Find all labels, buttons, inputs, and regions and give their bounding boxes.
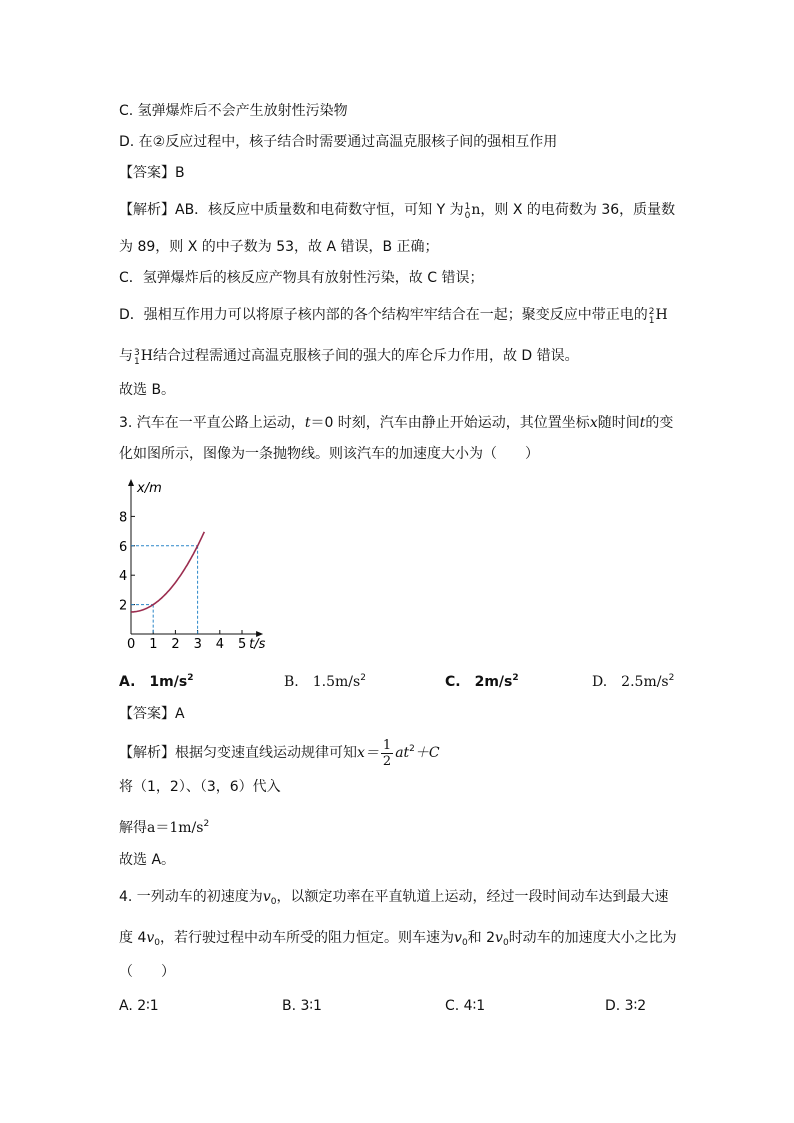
x-axis-label: t/s — [249, 637, 266, 652]
answer-line — [119, 163, 185, 183]
q3-option-d: D. $2.5m/s^2$ — [592, 673, 675, 690]
q3-stem-line-1: 3. 汽车在一平直公路上运动，t＝0 时刻，汽车由静止开始运动，其位置坐标x随时间t的变 — [119, 415, 674, 431]
x-tick-label: 0 — [127, 637, 136, 652]
q4-stem-line-2: 度 $4v_0$，若行驶过程中动车所受的阻力恒定。则车速为$v_0$和 $2v_0$时动车的加速度大小之比为 — [119, 930, 677, 948]
q4-option-b: B. 3∶1 — [282, 998, 322, 1014]
q4-option-c: C. 4∶1 — [445, 998, 486, 1014]
q4-option-d: D. 3∶2 — [605, 998, 647, 1014]
q4-option-a: A. 2∶1 — [119, 998, 159, 1014]
analysis-line-5: 与 3 1 H结合过程需通过高温克服核子间的强大的库仑斥力作用，故 D 错误。 — [119, 348, 579, 367]
q3-analysis-line: 【解析】根据匀变速直线运动规律可知x＝ $\frac{1}{2}$ $at^2+C$ — [119, 737, 440, 769]
answer-label: 【答案】 — [119, 165, 175, 181]
analysis-label: 【解析】 — [119, 202, 175, 218]
option-d-text: D. 在②反应过程中，核子结合时需要通过高温克服核子间的强相互作用 — [119, 134, 558, 150]
x-tick-label: 1 — [149, 637, 158, 652]
analysis-line-4: D．强相互作用力可以将原子核内部的各个结构牢牢结合在一起；聚变反应中带正电的 2 1 H — [119, 307, 668, 326]
analysis-line-2: 为 89，则 X 的中子数为 53，故 A 错误，B 正确； — [119, 239, 439, 255]
q3-option-c: C. $2m/s^2$ — [445, 673, 519, 690]
q3-option-b: B. $1.5m/s^2$ — [284, 673, 366, 690]
x-tick-label: 5 — [238, 637, 247, 652]
option-c-text: C. 氢弹爆炸后不会产生放射性污染物 — [119, 103, 348, 119]
analysis-line-3: C．氢弹爆炸后的核反应产物具有放射性污染，故 C 错误； — [119, 270, 484, 286]
position-time-graph — [110, 476, 290, 658]
conclusion-q3: 故选 A。 — [119, 852, 176, 868]
parabola-curve — [131, 532, 204, 612]
analysis-text: AB．核反应中质量数和电荷数守恒，可知 Y 为 — [175, 202, 464, 218]
y-tick-label: 2 — [119, 598, 128, 614]
q4-stem-line-3: （ ） — [119, 964, 175, 980]
tritium-symbol: H — [140, 348, 153, 364]
x-tick-label: 3 — [193, 637, 202, 652]
neutron-symbol-numbers: 1 0 — [464, 202, 471, 221]
deuterium-numbers: 2 1 — [648, 307, 655, 326]
analysis-text: ，则 X 的电荷数为 36，质量数 — [480, 202, 676, 218]
q3-option-a: A. $1m/s^2$ — [119, 673, 194, 690]
analysis-line-1 — [119, 200, 675, 221]
deuterium-symbol: H — [655, 307, 668, 323]
q3-solution: 解得$a=1m/s^2$ — [119, 819, 210, 836]
q3-answer-line: 【答案】A — [119, 706, 185, 722]
tritium-numbers: 3 1 — [134, 348, 140, 367]
answer-value: B — [175, 165, 185, 181]
y-tick-label: 8 — [119, 510, 128, 526]
q3-substitution: 将（1，2）、（3，6）代入 — [119, 779, 281, 795]
x-tick-label: 2 — [171, 637, 180, 652]
y-tick-label: 6 — [119, 539, 128, 555]
x-tick-label: 4 — [215, 637, 225, 652]
y-axis-arrow — [128, 479, 134, 486]
q4-stem-line-1: 4. 一列动车的初速度为$v_0$，以额定功率在平直轨道上运动，经过一段时间动车达到最大速 — [119, 889, 669, 907]
conclusion-q2: 故选 B。 — [119, 382, 176, 398]
q3-stem-line-2: 化如图所示，图像为一条抛物线。则该汽车的加速度大小为（ ） — [119, 446, 539, 462]
fraction-one-half: $\frac{1}{2}$ — [382, 737, 392, 769]
y-tick-label: 4 — [119, 569, 128, 585]
neutron-symbol: n — [471, 202, 481, 218]
y-axis-label: x/m — [137, 481, 162, 496]
q3-answer-value: A — [175, 706, 185, 722]
